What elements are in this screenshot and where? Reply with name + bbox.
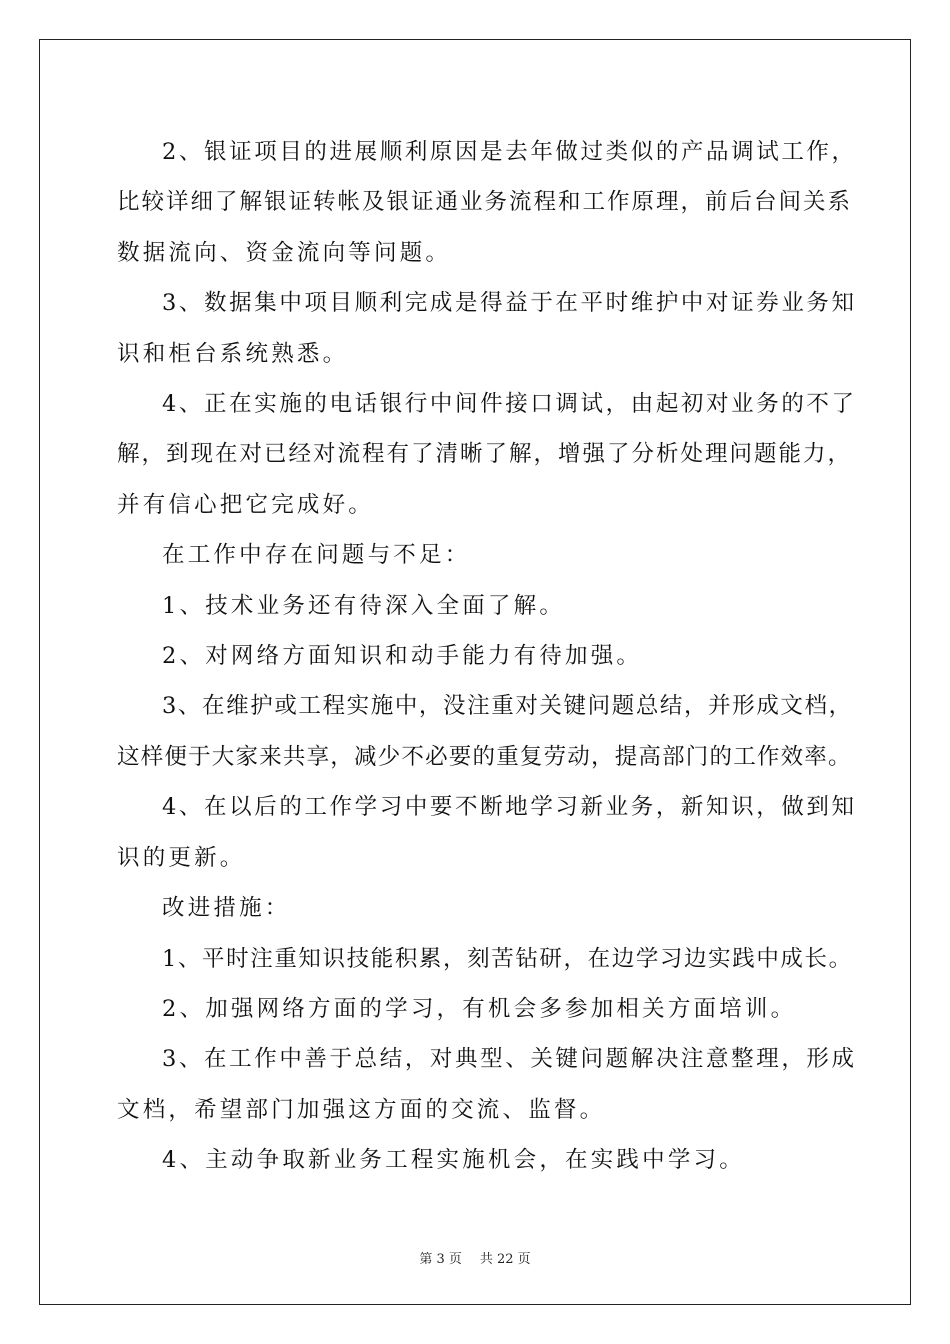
line-13: 这样便于大家来共享，减少不必要的重复劳动，提高部门的工作效率。 — [117, 743, 852, 770]
line-9: 在工作中存在问题与不足： — [162, 542, 471, 569]
line-20: 文档，希望部门加强这方面的交流、监督。 — [117, 1096, 606, 1123]
page-footer — [0, 1248, 950, 1267]
line-14: 4、在以后的工作学习中要不断地学习新业务，新知识，做到知 — [162, 794, 857, 821]
line-6: 4、正在实施的电话银行中间件接口调试，由起初对业务的不了 — [162, 391, 857, 418]
line-21: 4、主动争取新业务工程实施机会，在实践中学习。 — [162, 1147, 745, 1174]
line-15: 识的更新。 — [117, 844, 246, 871]
line-12: 3、在维护或工程实施中，没注重对关键问题总结，并形成文档， — [162, 693, 853, 720]
line-18: 2、加强网络方面的学习，有机会多参加相关方面培训。 — [162, 995, 797, 1022]
line-8: 并有信心把它完成好。 — [117, 491, 375, 518]
line-5: 识和柜台系统熟悉。 — [117, 340, 349, 367]
line-4: 3、数据集中项目顺利完成是得益于在平时维护中对证券业务知 — [162, 290, 857, 317]
line-1: 2、银证项目的进展顺利原因是去年做过类似的产品调试工作， — [162, 139, 857, 165]
line-11: 2、对网络方面知识和动手能力有待加强。 — [162, 643, 643, 670]
line-7: 解，到现在对已经对流程有了清晰了解，增强了分析处理问题能力， — [117, 441, 853, 468]
line-16: 改进措施： — [162, 895, 291, 922]
page-number: 第 3 页 — [419, 1252, 462, 1267]
line-19: 3、在工作中善于总结，对典型、关键问题解决注意整理，形成 — [162, 1046, 857, 1073]
document-body — [117, 127, 857, 1186]
line-2: 比较详细了解银证转帐及银证通业务流程和工作原理，前后台间关系 — [117, 189, 853, 216]
page-total: 共 22 页 — [479, 1252, 531, 1267]
line-3: 数据流向、资金流向等问题。 — [117, 239, 452, 266]
line-10: 1、技术业务还有待深入全面了解。 — [162, 592, 566, 619]
line-17: 1、平时注重知识技能积累，刻苦钻研，在边学习边实践中成长。 — [162, 945, 853, 972]
